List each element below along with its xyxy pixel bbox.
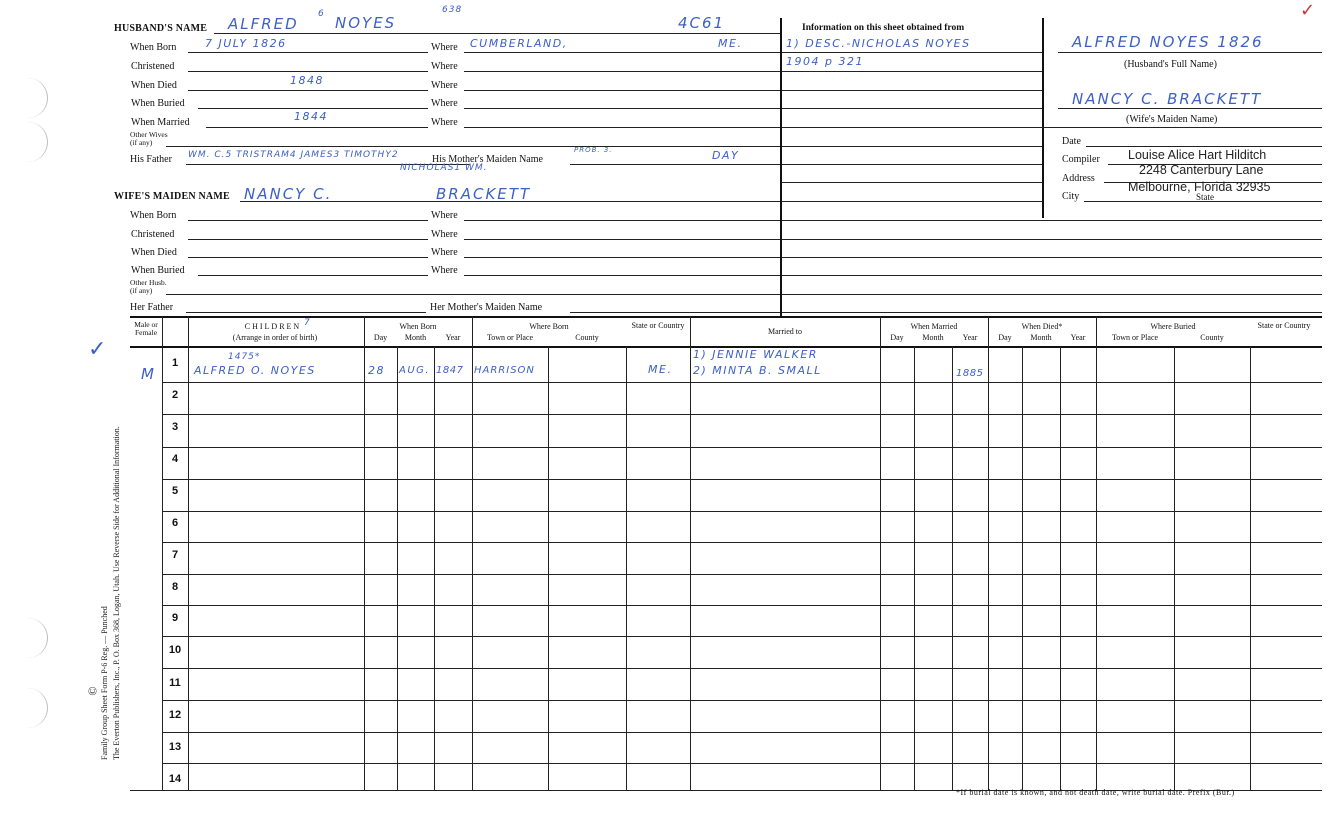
married-day-header: Day — [890, 333, 904, 342]
copyright-symbol: © — [85, 686, 100, 696]
husband-buried-label: When Buried — [131, 98, 185, 109]
binder-hole — [20, 688, 48, 728]
born-town-header: Town or Place — [486, 333, 534, 342]
sex-header: Male or Female — [134, 320, 158, 337]
wife-died-where-label: Where — [431, 247, 458, 258]
row-number: 7 — [171, 549, 179, 561]
row-number: 14 — [168, 773, 182, 785]
summary-wife-caption: (Wife's Maiden Name) — [1126, 114, 1218, 125]
child1-born-state: ME. — [648, 363, 673, 376]
other-wives-if-any: (if any) — [130, 138, 153, 147]
born-year-header: Year — [445, 333, 461, 342]
children-check-mark: ✓ — [88, 337, 109, 362]
child1-born-day: 28 — [368, 364, 385, 377]
husband-name-label: HUSBAND'S NAME — [114, 23, 208, 34]
husband-surname: NOYES — [335, 14, 397, 32]
husband-generation: 6 — [318, 9, 325, 19]
summary-husband-caption: (Husband's Full Name) — [1124, 59, 1217, 70]
husband-father-label: His Father — [130, 154, 172, 165]
row-number: 1 — [171, 357, 179, 369]
husband-ref-number: 638 — [442, 5, 463, 15]
husband-married-where-label: Where — [431, 117, 458, 128]
row-number: 3 — [171, 421, 179, 433]
child1-name: ALFRED O. NOYES — [194, 364, 316, 377]
married-to-header: Married to — [768, 327, 802, 336]
row-number: 12 — [168, 709, 182, 721]
compiler-city: Melbourne, Florida 32935 — [1128, 180, 1271, 194]
husband-died-date: 1848 — [290, 74, 324, 87]
child1-sex: M — [141, 365, 156, 383]
born-day-header: Day — [373, 333, 388, 342]
row-number: 9 — [171, 612, 179, 624]
children-header: CHILDREN — [244, 322, 302, 331]
husband-buried-where-label: Where — [431, 98, 458, 109]
wife-born-where-label: Where — [431, 210, 458, 221]
husband-mother: DAY — [712, 149, 740, 162]
form-side-text: Family Group Sheet Form P-6 Reg. — Punched — [100, 606, 109, 760]
married-year-header: Year — [962, 333, 978, 342]
when-died-header: When Died* — [1021, 322, 1063, 331]
summary-wife-name: NANCY C. BRACKETT — [1072, 90, 1263, 108]
wife-buried-where-label: Where — [431, 265, 458, 276]
other-husb-if-any: (if any) — [130, 286, 153, 295]
child1-ref: 1475* — [228, 352, 261, 362]
husband-died-where-label: Where — [431, 80, 458, 91]
date-label: Date — [1062, 136, 1081, 147]
where-buried-header: Where Buried — [1150, 322, 1196, 331]
husband-died-label: When Died — [131, 80, 177, 91]
row-number: 6 — [171, 517, 179, 529]
buried-town-header: Town or Place — [1111, 333, 1159, 342]
state-label: State — [1196, 192, 1214, 202]
husband-christened-label: Christened — [131, 61, 175, 72]
row-number: 8 — [171, 581, 179, 593]
when-married-header: When Married — [910, 322, 958, 331]
binder-hole — [20, 122, 48, 162]
children-count: 7 — [304, 318, 311, 328]
child1-born-month: AUG. — [399, 365, 431, 376]
wife-surname: BRACKETT — [436, 185, 532, 203]
wife-christened-where-label: Where — [431, 229, 458, 240]
husband-father-line2: NICHOLAS1 WM. — [400, 163, 488, 173]
row-number: 5 — [171, 485, 179, 497]
buried-state-header: State or Country — [1257, 321, 1311, 330]
wife-name-label: WIFE'S MAIDEN NAME — [114, 191, 230, 202]
info-source-line1: 1) DESC.-NICHOLAS NOYES — [786, 37, 971, 50]
child1-born-year: 1847 — [436, 365, 464, 376]
husband-born-where-label: Where — [431, 42, 458, 53]
husband-code: 4C61 — [678, 14, 726, 32]
row-number: 10 — [168, 644, 182, 656]
other-wives-label: Other Wives — [130, 130, 168, 139]
husband-father: WM. C.5 TRISTRAM4 JAMES3 TIMOTHY2 — [188, 150, 399, 160]
husband-born-label: When Born — [130, 42, 177, 53]
summary-check-mark: ✓ — [1300, 0, 1318, 21]
row-number: 11 — [169, 677, 181, 689]
husband-born-state: ME. — [718, 37, 743, 50]
compiler-name: Louise Alice Hart Hilditch — [1128, 148, 1267, 162]
compiler-label: Compiler — [1062, 154, 1100, 165]
row-number: 4 — [171, 453, 179, 465]
summary-husband-name: ALFRED NOYES 1826 — [1072, 33, 1264, 51]
husband-born-place: CUMBERLAND, — [470, 37, 568, 50]
city-label: City — [1062, 191, 1080, 202]
born-month-header: Month — [404, 333, 427, 342]
husband-married-date: 1844 — [294, 110, 328, 123]
wife-born-label: When Born — [130, 210, 177, 221]
address-label: Address — [1062, 173, 1095, 184]
publisher-side-text: The Everton Publishers, Inc., P. O. Box 368, Logan, Utah. Use Reverse Side for Additional Information. — [112, 426, 121, 760]
child1-married-year: 1885 — [956, 368, 984, 379]
when-born-header: When Born — [399, 322, 437, 331]
binder-hole — [20, 78, 48, 118]
wife-died-label: When Died — [131, 247, 177, 258]
children-subheader: (Arrange in order of birth) — [232, 333, 318, 342]
child1-spouse2: 2) MINTA B. SMALL — [693, 364, 822, 377]
husband-mother-prefix: PROB. 3. — [574, 146, 613, 154]
born-county-header: County — [575, 333, 599, 342]
compiler-address: 2248 Canterbury Lane — [1139, 163, 1264, 177]
husband-married-label: When Married — [131, 117, 190, 128]
husband-first-name: ALFRED — [228, 15, 299, 33]
married-month-header: Month — [922, 333, 944, 342]
wife-christened-label: Christened — [131, 229, 175, 240]
husband-born-date: 7 JULY 1826 — [205, 37, 287, 50]
wife-buried-label: When Buried — [131, 265, 185, 276]
row-number: 13 — [168, 741, 182, 753]
child1-born-town: HARRISON — [474, 365, 535, 376]
binder-hole — [20, 618, 48, 658]
where-born-header: Where Born — [529, 322, 569, 331]
other-husb-label: Other Husb. — [130, 278, 167, 287]
husband-mother-label: His Mother's Maiden Name — [432, 154, 543, 165]
buried-county-header: County — [1200, 333, 1224, 342]
wife-mother-label: Her Mother's Maiden Name — [430, 302, 543, 313]
husband-christened-where-label: Where — [431, 61, 458, 72]
info-source-title: Information on this sheet obtained from — [802, 23, 965, 33]
wife-father-label: Her Father — [130, 302, 174, 313]
died-year-header: Year — [1070, 333, 1086, 342]
wife-first-name: NANCY C. — [244, 185, 333, 203]
info-source-line2: 1904 p 321 — [786, 55, 864, 68]
child1-spouse1: 1) JENNIE WALKER — [693, 348, 818, 361]
died-month-header: Month — [1030, 333, 1052, 342]
died-day-header: Day — [998, 333, 1012, 342]
burial-footnote: *If burial date is known, and not death date, write burial date. Prefix (Bur.) — [956, 788, 1235, 797]
born-state-header: State or Country — [631, 321, 685, 330]
row-number: 2 — [171, 389, 179, 401]
